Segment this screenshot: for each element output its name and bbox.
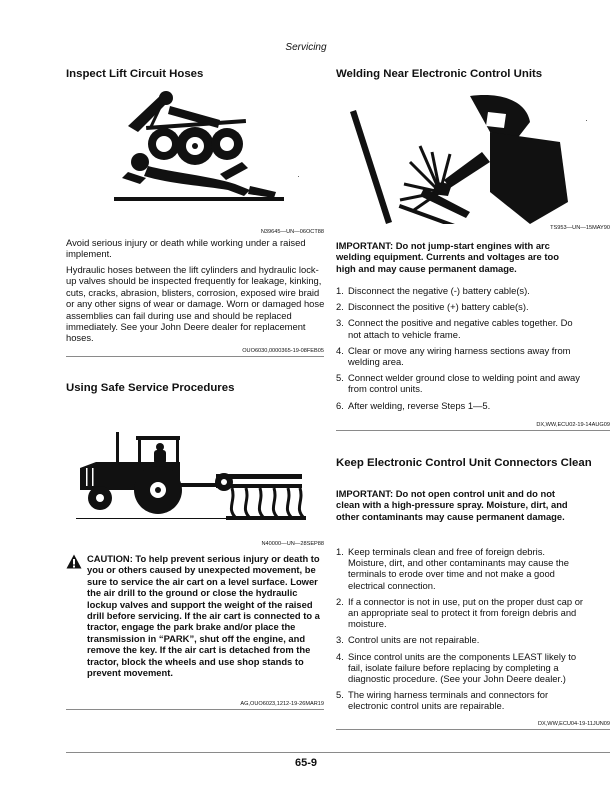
tractor-air-drill-illustration xyxy=(76,428,308,528)
list-item: 3. Control units are not repairable. xyxy=(336,634,480,646)
list-item: 2. Disconnect the positive (+) battery cable(s). xyxy=(336,301,529,313)
divider xyxy=(66,709,324,710)
hoses-paragraph-1: Avoid serious injury or death while working under a raised implement. xyxy=(66,237,306,260)
page-number: 65-9 xyxy=(294,757,318,769)
list-item: 1. Keep terminals clean and free of foreign debris. Moisture, dirt, and other contaminants may cause the terminals to erode over time and not make a good electrical connection. xyxy=(336,546,569,591)
list-item: 6. After welding, reverse Steps 1—5. xyxy=(336,399,491,411)
section-title-welding: Welding Near Electronic Control Units xyxy=(336,68,543,80)
divider xyxy=(336,430,610,431)
list-item: 1. Disconnect the negative (-) battery cable(s). xyxy=(336,285,530,296)
welding-hazard-illustration xyxy=(340,92,588,224)
doc-ref-connectors: DX,WW,ECU04-19-11JUN09 xyxy=(537,721,610,727)
section-title-connectors: Keep Electronic Control Unit Connectors Clean xyxy=(336,457,592,469)
running-header: Servicing xyxy=(285,42,327,53)
divider xyxy=(66,356,324,357)
warning-triangle-icon xyxy=(66,554,82,569)
section-title-safe-service: Using Safe Service Procedures xyxy=(66,382,235,394)
connectors-important-text: IMPORTANT: Do not open control unit and do not clean with a high-pressure spray. Moisture, dirt, and other contaminants may cause permanent damage. xyxy=(336,488,568,522)
hoses-paragraph-2: Hydraulic hoses between the lift cylinders and hydraulic lock-up valves should be inspected frequently for leakage, kinking, cuts, cracks, abrasion, blisters, corrosion, exposed wire braid or any other signs of wear or damage. Worn or damaged hose assemblies can fail during use and should be replaced immediately. See your John Deere dealer for replacement hoses. xyxy=(66,264,325,344)
section-title-hoses: Inspect Lift Circuit Hoses xyxy=(66,68,204,80)
list-item: 2. If a connector is not in use, put on the proper dust cap or an appropriate seal to protect it from foreign debris and moisture. xyxy=(336,595,584,630)
divider xyxy=(336,729,610,730)
caution-text: CAUTION: To help prevent serious injury or death to you or others caused by unexpected movement, be sure to service the air cart on a level surface. Lower the air drill to the ground or close the hydraulic lockup valves and support the weight of the raised drill before servicing. If the air cart is connected to a tractor, engage the park brake and/or place the transmission in “PARK”, shut off the engine, and remove the key. If the air cart is detached from the tractor, block the wheels and use shop stands to prevent movement. xyxy=(87,553,320,679)
welding-important xyxy=(336,240,580,274)
list-item: 5. The wiring harness terminals and connectors for electronic control units are repairable. xyxy=(336,689,549,712)
doc-ref-hoses: OUO6030,0000365-19-08FEB05 xyxy=(242,348,324,354)
image-ref-welding: TS953—UN—15MAY90 xyxy=(550,225,610,231)
welding-steps-list xyxy=(336,285,582,416)
doc-ref-safe-service: AG,OUO6023,1212-19-26MAR19 xyxy=(240,701,324,707)
connectors-steps-list xyxy=(336,546,586,717)
crush-hazard-illustration xyxy=(100,86,310,210)
image-ref-hoses: N39645—UN—06OCT88 xyxy=(260,229,324,235)
list-item: 3. Connect the positive and negative cables together. Do not attach to vehicle frame. xyxy=(336,317,573,340)
doc-ref-welding: DX,WW,ECU02-19-14AUG09 xyxy=(536,422,610,428)
list-item: 4. Clear or move any wiring harness sections away from welding area. xyxy=(336,344,571,368)
footer-rule xyxy=(66,752,610,753)
list-item: 4. Since control units are the components LEAST likely to fail, isolate failure before replacing by completing a diagnostic procedure. (See your John Deere dealer.) xyxy=(336,650,577,685)
image-ref-safe-service: N40000—UN—28SEP88 xyxy=(261,541,324,547)
list-item: 5. Connect welder ground close to welding point and away from control units. xyxy=(336,372,580,395)
connectors-important xyxy=(336,488,580,522)
welding-important-text: IMPORTANT: Do not jump-start engines with arc welding equipment. Currents and voltages are too high and may cause permanent damage. xyxy=(336,240,559,274)
